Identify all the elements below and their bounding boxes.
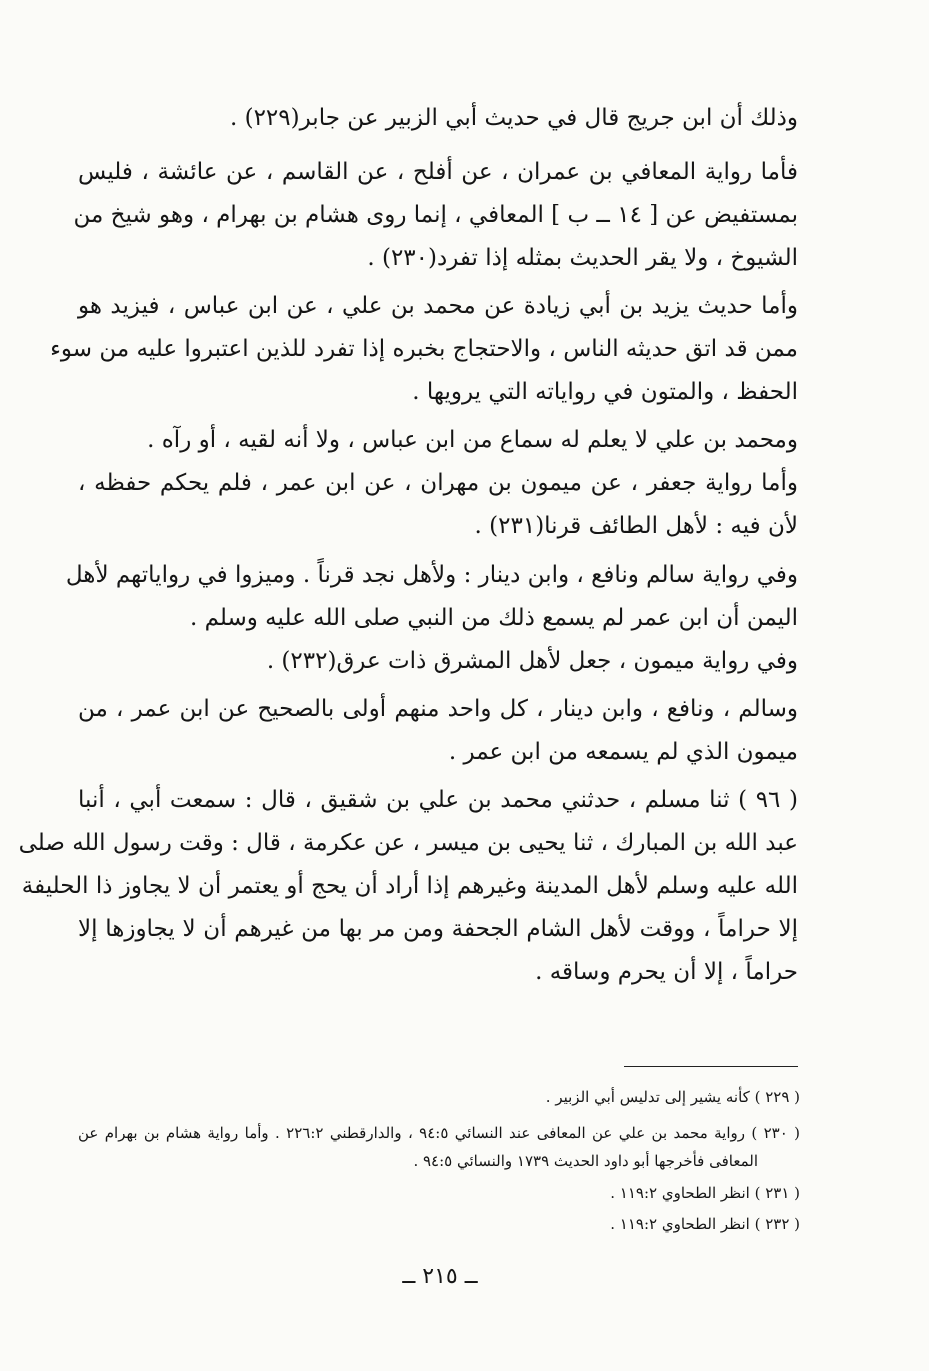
text-line-7: الحفظ ، والمتون في رواياته التي يرويها . — [412, 379, 798, 405]
text-line-12: اليمن أن ابن عمر لم يسمع ذلك من النبي صلى الله عليه وسلم . — [189, 605, 798, 631]
footnote-229: ( ٢٢٩ ) كأنه يشير إلى تدليس أبي الزبير . — [545, 1088, 800, 1106]
text-line-8: ومحمد بن علي لا يعلم له سماع من ابن عباس ، ولا أنه لقيه ، أو رآه . — [147, 427, 798, 453]
text-line-3: بمستفيض عن [ ١٤ ــ ب ] المعافي ، إنما روى هشام بن بهرام ، وهو شيخ من — [73, 202, 798, 228]
text-line-5: وأما حديث يزيد بن أبي زيادة عن محمد بن علي ، عن ابن عباس ، فيزيد هو — [78, 293, 798, 319]
footnote-232: ( ٢٣٢ ) انظر الطحاوي ١١٩:٢ . — [610, 1215, 800, 1233]
text-line-15: ميمون الذي لم يسمعه من ابن عمر . — [448, 739, 798, 765]
text-line-9: وأما رواية جعفر ، عن ميمون بن مهران ، عن ابن عمر ، فلم يحكم حفظه ، — [78, 470, 798, 496]
text-line-6: ممن قد اتق حديثه الناس ، والاحتجاج بخبره إذا تفرد للذين اعتبروا عليه من سوء — [50, 336, 798, 362]
text-line-11: وفي رواية سالم ونافع ، وابن دينار : ولأهل نجد قرناً . وميزوا في رواياتهم لأهل — [65, 562, 798, 588]
text-line-13: وفي رواية ميمون ، جعل لأهل المشرق ذات عرق(٢٣٢) . — [266, 648, 798, 674]
page-number: ــ ٢١٥ ــ — [402, 1264, 478, 1289]
text-line-2: فأما رواية المعافي بن عمران ، عن أفلح ، عن القاسم ، عن عائشة ، فليس — [78, 159, 798, 185]
text-line-4: الشيوخ ، ولا يقر الحديث بمثله إذا تفرد(٢٣٠) . — [367, 245, 798, 271]
footnote-divider — [624, 1066, 798, 1067]
text-line-19: إلا حراماً ، ووقت لأهل الشام الجحفة ومن مر بها من غيرهم أن لا يجاوزها إلا — [78, 916, 798, 942]
text-line-14: وسالم ، ونافع ، وابن دينار ، كل واحد منهم أولى بالصحيح عن ابن عمر ، من — [78, 696, 798, 722]
footnote-230: ( ٢٣٠ ) رواية محمد بن علي عن المعافى عند النسائي ٩٤:٥ ، والدارقطني ٢٢٦:٢ . وأما رواية هشام بن بهرام عن — [78, 1124, 800, 1142]
footnote-230-continued: المعافى فأخرجها أبو داود الحديث ١٧٣٩ والنسائي ٩٤:٥ . — [413, 1152, 758, 1170]
text-line-17: عبد الله بن المبارك ، ثنا يحيى بن ميسر ، عن عكرمة ، قال : وقت رسول الله صلى — [18, 830, 798, 856]
text-line-18: الله عليه وسلم لأهل المدينة وغيرهم إذا أراد أن يحج أو يعتمر أن لا يجاوز ذا الحليفة — [21, 873, 798, 899]
text-line-1: وذلك أن ابن جريج قال في حديث أبي الزبير عن جابر(٢٢٩) . — [229, 105, 798, 131]
text-line-10: لأن فيه : لأهل الطائف قرنا(٢٣١) . — [474, 513, 798, 539]
text-line-16: ( ٩٦ ) ثنا مسلم ، حدثني محمد بن علي بن شقيق ، قال : سمعت أبي ، أنبا — [78, 787, 798, 813]
text-line-20: حراماً ، إلا أن يحرم وساقه . — [535, 959, 798, 985]
footnote-231: ( ٢٣١ ) انظر الطحاوي ١١٩:٢ . — [610, 1184, 800, 1202]
